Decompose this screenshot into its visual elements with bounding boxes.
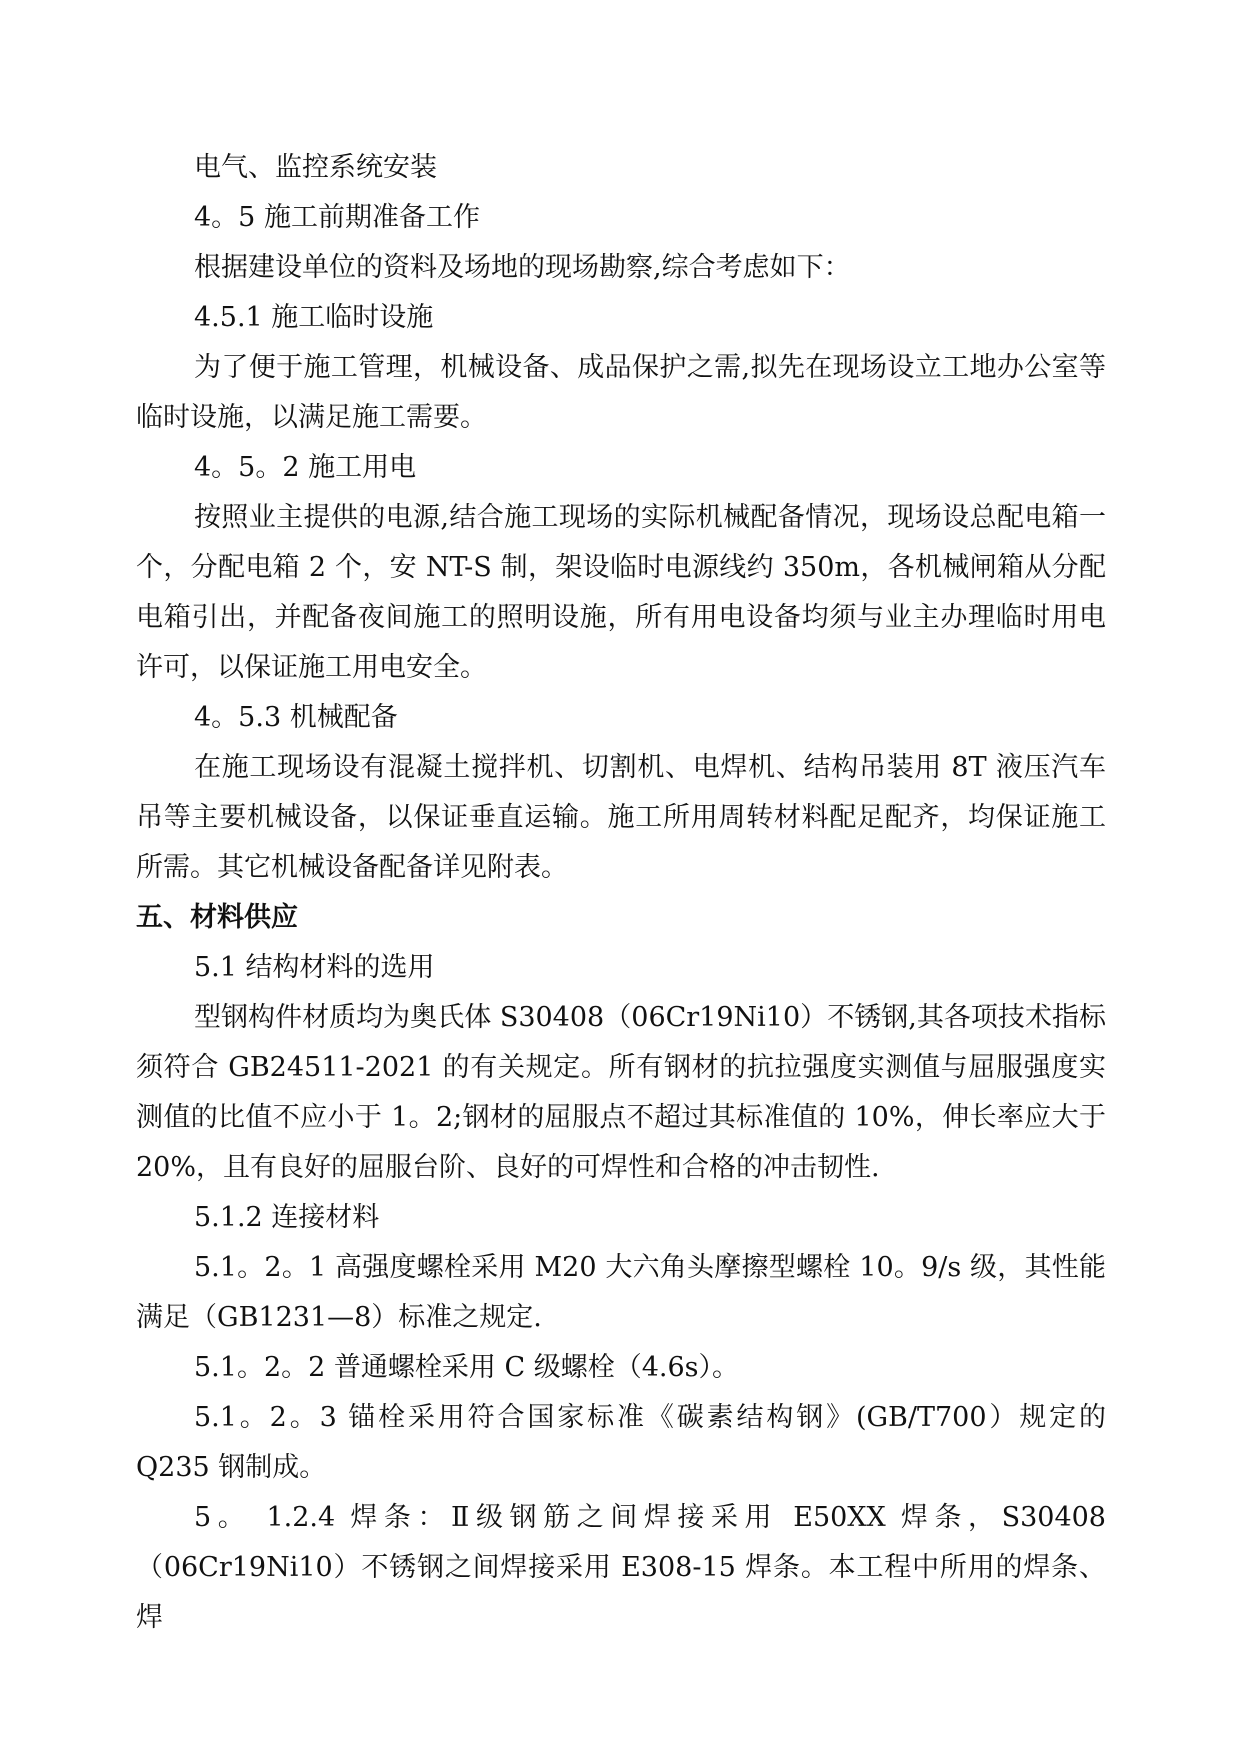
section-heading: 五、材料供应	[136, 902, 298, 933]
paragraph: 在施工现场设有混凝土搅拌机、切割机、电焊机、结构吊装用 8T 液压汽车吊等主要机械设备，以保证垂直运输。施工所用周转材料配足配齐，均保证施工所需。其它机械设备配备详见附表。	[136, 752, 1106, 883]
paragraph: 5。 1.2.4 焊条：Ⅱ级钢筋之间焊接采用 E50XX 焊条，S30408（06Cr19Ni10）不锈钢之间焊接采用 E308-15 焊条。本工程中所用的焊条、焊	[136, 1502, 1106, 1633]
section-subheading: 4。5.3 机械配备	[194, 702, 398, 733]
paragraph: 为了便于施工管理，机械设备、成品保护之需,拟先在现场设立工地办公室等临时设施，以满足施工需要。	[136, 352, 1106, 433]
section-subheading: 5.1 结构材料的选用	[194, 952, 435, 983]
paragraph: 根据建设单位的资料及场地的现场勘察,综合考虑如下：	[194, 252, 851, 283]
paragraph: 按照业主提供的电源,结合施工现场的实际机械配备情况，现场设总配电箱一个，分配电箱 2 个，安 NT-S 制，架设临时电源线约 350m，各机械闸箱从分配电箱引出，并配备夜间施工的照明设施，所有用电设备均须与业主办理临时用电许可，以保证施工用电安全。	[136, 502, 1106, 683]
paragraph: 电气、监控系统安装	[194, 152, 437, 183]
section-subheading: 5.1.2 连接材料	[194, 1202, 380, 1233]
document-page	[136, 143, 1106, 1643]
section-subheading: 4.5.1 施工临时设施	[194, 302, 434, 333]
paragraph: 5.1。2。1 高强度螺栓采用 M20 大六角头摩擦型螺栓 10。9/s 级，其性能满足（GB1231—8）标准之规定.	[136, 1252, 1106, 1333]
section-subheading: 4。5 施工前期准备工作	[194, 202, 480, 233]
paragraph: 型钢构件材质均为奥氏体 S30408（06Cr19Ni10）不锈钢,其各项技术指标须符合 GB24511-2021 的有关规定。所有钢材的抗拉强度实测值与屈服强度实测值的比值不应小于 1。2;钢材的屈服点不超过其标准值的 10%，伸长率应大于 20%，且有良好的屈服台阶、良好的可焊性和合格的冲击韧性.	[136, 1002, 1106, 1183]
paragraph: 5.1。2。3 锚栓采用符合国家标准《碳素结构钢》(GB/T700）规定的 Q235 钢制成。	[136, 1402, 1106, 1483]
section-subheading: 4。5。2 施工用电	[194, 452, 417, 483]
paragraph: 5.1。2。2 普通螺栓采用 C 级螺栓（4.6s）。	[194, 1352, 739, 1383]
